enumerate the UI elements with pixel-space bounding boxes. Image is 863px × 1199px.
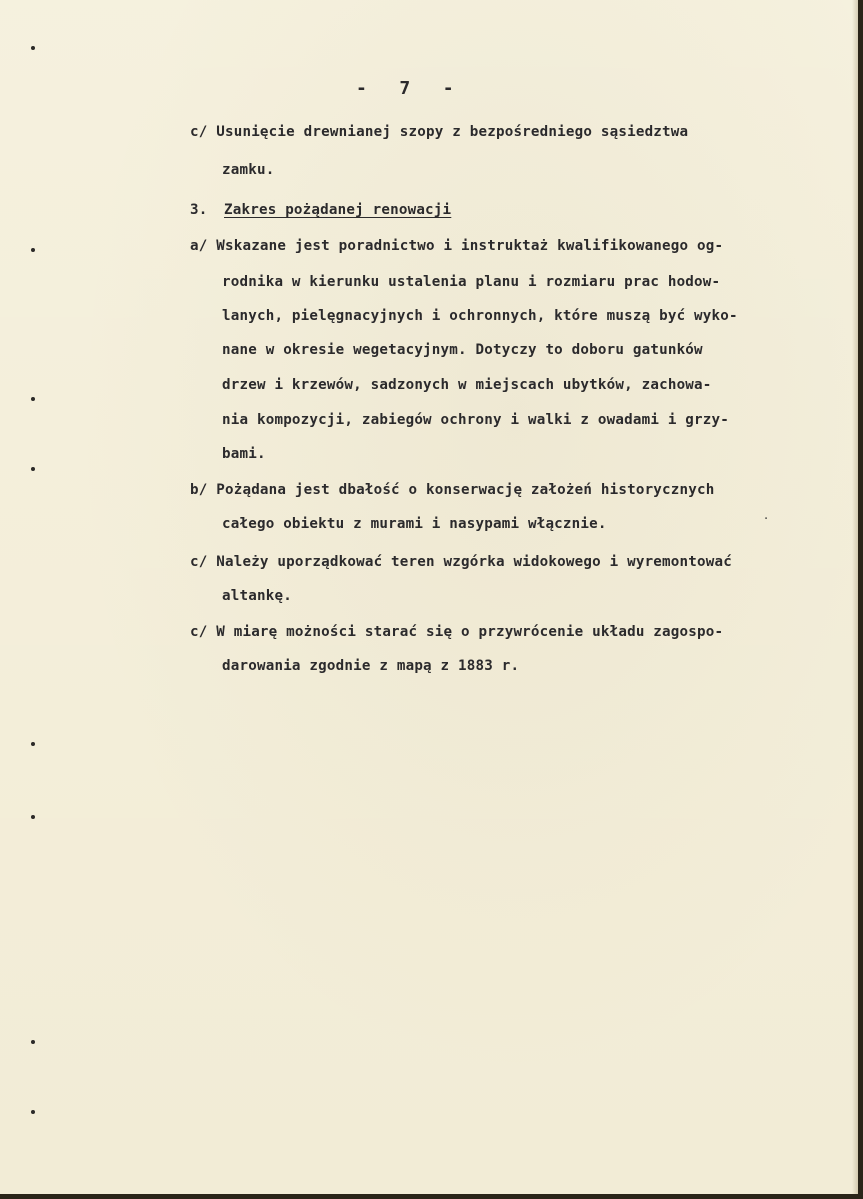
ink-speck: · xyxy=(764,512,769,527)
text-line: c/ Usunięcie drewnianej szopy z bezpośredniego sąsiedztwa xyxy=(190,124,689,140)
page-number: - 7 - xyxy=(356,78,454,99)
punch-hole-dot xyxy=(31,397,35,401)
text-line: darowania zgodnie z mapą z 1883 r. xyxy=(222,658,520,674)
text-line: lanych, pielęgnacyjnych i ochronnych, które muszą być wyko- xyxy=(222,308,738,324)
page-edge-shadow xyxy=(852,0,858,1194)
text-line: drzew i krzewów, sadzonych w miejscach ubytków, zachowa- xyxy=(222,377,712,393)
section-heading: Zakres pożądanej renowacji xyxy=(224,202,452,218)
punch-hole-dot xyxy=(31,1110,35,1114)
text-line: całego obiektu z murami i nasypami włącznie. xyxy=(222,516,607,532)
text-line: nane w okresie wegetacyjnym. Dotyczy to doboru gatunków xyxy=(222,342,703,358)
text-line: nia kompozycji, zabiegów ochrony i walki z owadami i grzy- xyxy=(222,412,730,428)
punch-hole-dot xyxy=(31,742,35,746)
punch-hole-dot xyxy=(31,248,35,252)
text-line: c/ Należy uporządkować teren wzgórka widokowego i wyremontować xyxy=(190,554,732,570)
section-number: 3. xyxy=(190,202,217,218)
text-line: altankę. xyxy=(222,588,292,604)
text-line: b/ Pożądana jest dbałość o konserwację założeń historycznych xyxy=(190,482,715,498)
punch-hole-dot xyxy=(31,46,35,50)
punch-hole-dot xyxy=(31,1040,35,1044)
text-line: rodnika w kierunku ustalenia planu i rozmiaru prac hodow- xyxy=(222,274,721,290)
text-line: c/ W miarę możności starać się o przywrócenie układu zagospo- xyxy=(190,624,724,640)
text-line: bami. xyxy=(222,446,266,462)
punch-hole-dot xyxy=(31,815,35,819)
punch-hole-dot xyxy=(31,467,35,471)
text-line: zamku. xyxy=(222,162,275,178)
text-line: a/ Wskazane jest poradnictwo i instruktaż kwalifikowanego og- xyxy=(190,238,724,254)
